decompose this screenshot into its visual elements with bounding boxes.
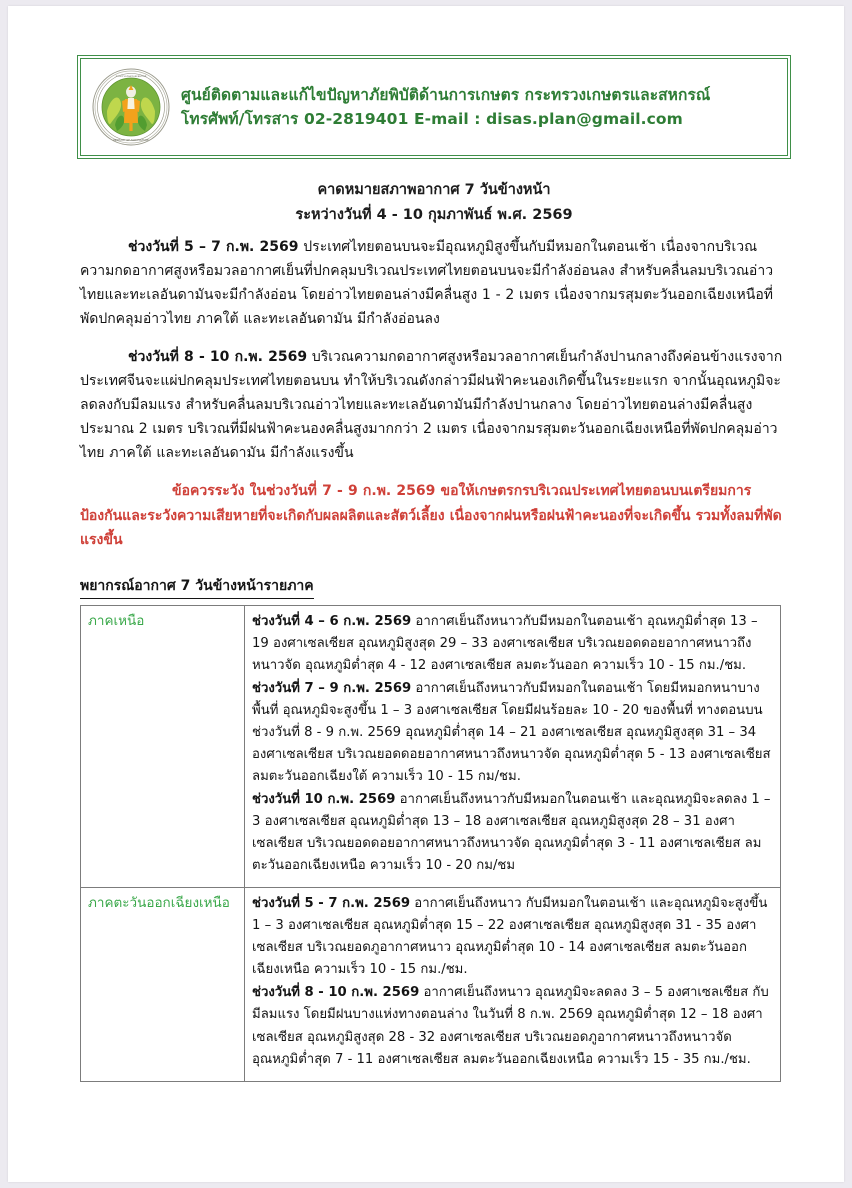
regional-forecast-table bbox=[80, 605, 781, 1082]
forecast-entry-date: ช่วงวันที่ 4 – 6 ก.พ. 2569 bbox=[252, 613, 412, 629]
forecast-entry bbox=[252, 893, 773, 981]
forecast-entry bbox=[252, 789, 773, 877]
forecast-entry bbox=[252, 678, 773, 788]
warning-lead-in: ข้อควรระวัง bbox=[172, 483, 245, 500]
forecast-entry-text: อากาศเย็นถึงหนาวกับมีหมอกในตอนเช้า และอุณหภูมิจะลดลง 1 – 3 องศาเซลเซียส อุณหภูมิต่ำสุด 13 – 18 องศาเซลเซียส อุณหภูมิสูงสุด 28 – 31 องศาเซลเซียส บริเวณยอดดอยอากาศหนาวถึงหนาวจัด อุณหภูมิต่ำสุด 3 - 11 องศาเซลเซียส ลมตะวันออกเฉียงเหนือ ความเร็ว 10 - 20 กม/ชม bbox=[252, 792, 771, 874]
paragraph-2-lead-in: ช่วงวันที่ 8 - 10 ก.พ. 2569 bbox=[128, 349, 308, 366]
letterhead-text bbox=[181, 83, 710, 131]
forecast-entry-text: อากาศเย็นถึงหนาว อุณหภูมิจะลดลง 3 – 5 องศาเซลเซียส กับมีลมแรง โดยมีฝนบางแห่งทางตอนล่าง ในวันที่ 8 ก.พ. 2569 อุณหภูมิต่ำสุด 12 – 18 องศาเซลเซียส อุณหภูมิสูงสุด 28 - 32 องศาเซลเซียส บริเวณยอดภูอากาศหนาวถึงหนาวจัด อุณหภูมิต่ำสุด 7 - 11 องศาเซลเซียส ลมตะวันออกเฉียงเหนือ ความเร็ว 15 - 35 กม./ชม. bbox=[252, 985, 769, 1067]
detail-cell-north bbox=[245, 605, 781, 888]
page-subtitle-date-range: ระหว่างวันที่ 4 - 10 กุมภาพันธ์ พ.ศ. 2569 bbox=[295, 207, 573, 224]
ministry-of-agriculture-seal-icon bbox=[91, 67, 171, 147]
region-label: ภาคตะวันออกเฉียงเหนือ bbox=[88, 895, 230, 912]
forecast-entry-text: อากาศเย็นถึงหนาวกับมีหมอกในตอนเช้า อุณหภูมิต่ำสุด 13 – 19 องศาเซลเซียส อุณหภูมิสูงสุด 29 – 33 องศาเซลเซียส บริเวณยอดดอยอากาศหนาวถึงหนาวจัด อุณหภูมิต่ำสุด 4 - 12 องศาเซลเซียส ลมตะวันออก ความเร็ว 10 - 15 กม./ชม. bbox=[252, 613, 758, 673]
forecast-entry bbox=[252, 611, 773, 677]
regional-forecast-heading: พยากรณ์อากาศ 7 วันข้างหน้ารายภาค bbox=[80, 576, 314, 599]
document-body bbox=[80, 58, 788, 1082]
svg-text:MINISTRY OF AGRICULTURE: MINISTRY OF AGRICULTURE bbox=[113, 139, 149, 142]
region-label: ภาคเหนือ bbox=[88, 612, 145, 629]
forecast-entry-date: ช่วงวันที่ 10 ก.พ. 2569 bbox=[252, 792, 396, 808]
paragraph-1-lead-in: ช่วงวันที่ 5 – 7 ก.พ. 2569 bbox=[128, 238, 299, 255]
region-cell-northeast bbox=[81, 888, 245, 1081]
warning-paragraph bbox=[80, 479, 788, 551]
forecast-entry-date: ช่วงวันที่ 5 - 7 ก.พ. 2569 bbox=[252, 896, 411, 912]
forecast-entry-text: อากาศเย็นถึงหนาว กับมีหมอกในตอนเช้า และอุณหภูมิจะสูงขึ้น 1 – 3 องศาเซลเซียส อุณหภูมิต่ำสุด 15 – 22 องศาเซลเซียส อุณหภูมิสูงสุด 31 - 35 องศาเซลเซียส บริเวณยอดภูอากาศหนาว อุณหภูมิต่ำสุด 10 - 14 องศาเซลเซียส ลมตะวันออกเฉียงเหนือ ความเร็ว 10 - 15 กม./ชม. bbox=[252, 896, 768, 978]
forecast-narrative bbox=[80, 235, 788, 552]
paragraph-2-text: บริเวณความกดอากาศสูงหรือมวลอากาศเย็นกำลังปานกลางถึงค่อนข้างแรงจากประเทศจีนจะแผ่ปกคลุมประเทศไทยตอนบน ทำให้บริเวณดังกล่าวมีฝนฟ้าคะนองเกิดขึ้นในระยะแรก จากนั้นอุณหภูมิจะลดลงกับมีลมแรง สำหรับคลื่นลมบริเวณอ่าวไทยและทะเลอันดามันมีกำลังปานกลาง โดยอ่าวไทยตอนล่างมีคลื่นสูงประมาณ 2 เมตร บริเวณที่มีฝนฟ้าคะนองคลื่นสูงมากกว่า 2 เมตร เนื่องจากมรสุมตะวันออกเฉียงเหนือที่พัดปกคลุมอ่าวไทย ภาคใต้ และทะเลอันดามัน มีกำลังแรงขึ้น bbox=[80, 349, 783, 462]
detail-cell-northeast bbox=[245, 888, 781, 1081]
paragraph-period-1 bbox=[80, 235, 788, 331]
page-title: คาดหมายสภาพอากาศ 7 วันข้างหน้า bbox=[317, 182, 551, 198]
forecast-entry-date: ช่วงวันที่ 7 – 9 ก.พ. 2569 bbox=[252, 680, 412, 696]
paragraph-1-text: ประเทศไทยตอนบนจะมีอุณหภูมิสูงขึ้นกับมีหมอกในตอนเช้า เนื่องจากบริเวณความกดอากาศสูงหรือมวลอากาศเย็นที่ปกคลุมบริเวณประเทศไทยตอนบนจะมีกำลังอ่อนลง สำหรับคลื่นลมบริเวณอ่าวไทยและทะเลอันดามันจะมีกำลังอ่อน โดยอ่าวไทยตอนล่างมีคลื่นสูง 1 - 2 เมตร เนื่องจากมรสุมตะวันออกเฉียงเหนือที่พัดปกคลุมอ่าวไทย ภาคใต้ และทะเลอันดามัน มีกำลังอ่อนลง bbox=[80, 238, 774, 327]
forecast-entry-text: อากาศเย็นถึงหนาวกับมีหมอกในตอนเช้า โดยมีหมอกหนาบางพื้นที่ อุณหภูมิจะสูงขึ้น 1 – 3 องศาเซลเซียส โดยมีฝนร้อยละ 10 - 20 ของพื้นที่ ทางตอนบน ช่วงวันที่ 8 - 9 ก.พ. 2569 อุณหภูมิต่ำสุด 14 – 21 องศาเซลเซียส อุณหภูมิสูงสุด 31 – 34 องศาเซลเซียส บริเวณยอดดอยอากาศหนาวถึงหนาวจัด อุณหภูมิต่ำสุด 5 - 13 องศาเซลเซียส ลมตะวันออกเฉียงใต้ ความเร็ว 10 - 15 กม/ชม. bbox=[252, 680, 771, 785]
region-cell-north bbox=[81, 605, 245, 888]
svg-text:กระทรวงเกษตรและสหกรณ์: กระทรวงเกษตรและสหกรณ์ bbox=[115, 75, 147, 78]
section-heading-wrapper bbox=[80, 566, 788, 603]
forecast-entry bbox=[252, 982, 773, 1070]
document-title-block bbox=[80, 178, 788, 229]
document-page bbox=[8, 6, 844, 1182]
contact-line: โทรศัพท์/โทรสาร 02-2819401 E-mail : disas.plan@gmail.com bbox=[181, 110, 683, 128]
organization-name: ศูนย์ติดตามและแก้ไขปัญหาภัยพิบัติด้านการเกษตร กระทรวงเกษตรและสหกรณ์ bbox=[181, 85, 711, 104]
paragraph-period-2 bbox=[80, 345, 788, 465]
forecast-entry-date: ช่วงวันที่ 8 - 10 ก.พ. 2569 bbox=[252, 985, 420, 1001]
table-row bbox=[81, 605, 781, 888]
letterhead-banner bbox=[80, 58, 788, 156]
warning-text: ในช่วงวันที่ 7 - 9 ก.พ. 2569 ขอให้เกษตรกรบริเวณประเทศไทยตอนบนเตรียมการป้องกันและระวังความเสียหายที่จะเกิดกับผลผลิตและสัตว์เลี้ยง เนื่องจากฝนหรือฝนฟ้าคะนองที่จะเกิดขึ้น รวมทั้งลมที่พัดแรงขึ้น bbox=[80, 483, 782, 548]
table-row bbox=[81, 888, 781, 1081]
